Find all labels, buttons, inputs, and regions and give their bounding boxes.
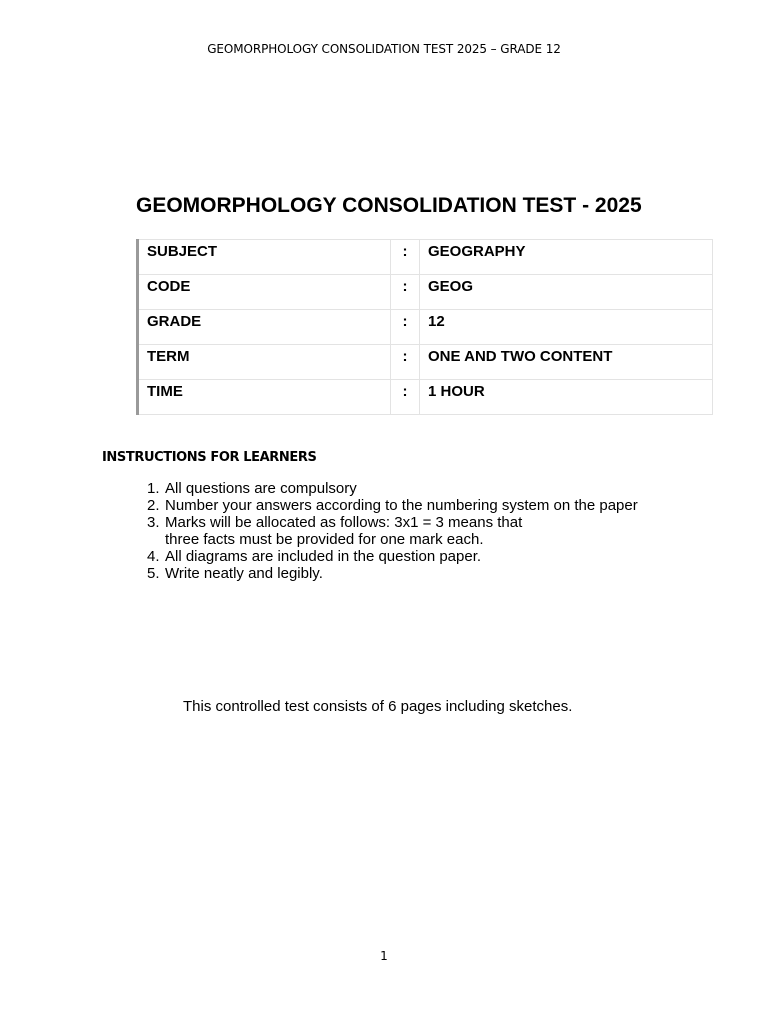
row-separator: : (391, 380, 420, 415)
row-value: ONE AND TWO CONTENT (420, 345, 713, 380)
row-label: TERM (138, 345, 391, 380)
item-number: 1. (147, 480, 160, 497)
list-item (147, 480, 638, 497)
instructions-list (147, 480, 638, 582)
item-number: 5. (147, 565, 160, 582)
page-header: GEOMORPHOLOGY CONSOLIDATION TEST 2025 – GRADE 12 (207, 42, 561, 56)
row-separator: : (391, 240, 420, 275)
table-row (138, 380, 713, 415)
table-row (138, 275, 713, 310)
row-label: TIME (138, 380, 391, 415)
row-label: CODE (138, 275, 391, 310)
item-text: All questions are compulsory (165, 480, 357, 497)
list-item (147, 565, 638, 582)
row-label: GRADE (138, 310, 391, 345)
item-text: Write neatly and legibly. (165, 565, 323, 582)
page-count-note: This controlled test consists of 6 pages including sketches. (183, 698, 573, 715)
row-value: 1 HOUR (420, 380, 713, 415)
page-number: 1 (380, 949, 388, 963)
test-info-table (136, 239, 713, 415)
item-text: Marks will be allocated as follows: 3x1 = 3 means that (165, 514, 523, 531)
row-value: 12 (420, 310, 713, 345)
instructions-heading: INSTRUCTIONS FOR LEARNERS (102, 450, 317, 465)
item-number: 4. (147, 548, 160, 565)
item-number: 3. (147, 514, 160, 531)
row-separator: : (391, 275, 420, 310)
item-text: All diagrams are included in the question paper. (165, 548, 482, 565)
list-item (147, 497, 638, 514)
row-value: GEOG (420, 275, 713, 310)
table-row (138, 345, 713, 380)
table-row (138, 310, 713, 345)
row-value: GEOGRAPHY (420, 240, 713, 275)
row-label: SUBJECT (138, 240, 391, 275)
row-separator: : (391, 345, 420, 380)
row-separator: : (391, 310, 420, 345)
item-text: Number your answers according to the numbering system on the paper (165, 497, 638, 514)
item-text-continuation: three facts must be provided for one mark each. (165, 531, 484, 548)
document-title: GEOMORPHOLOGY CONSOLIDATION TEST - 2025 (136, 194, 642, 217)
item-number: 2. (147, 497, 160, 514)
list-item-continuation (147, 531, 638, 548)
list-item (147, 548, 638, 565)
list-item (147, 514, 638, 531)
table-row (138, 240, 713, 275)
